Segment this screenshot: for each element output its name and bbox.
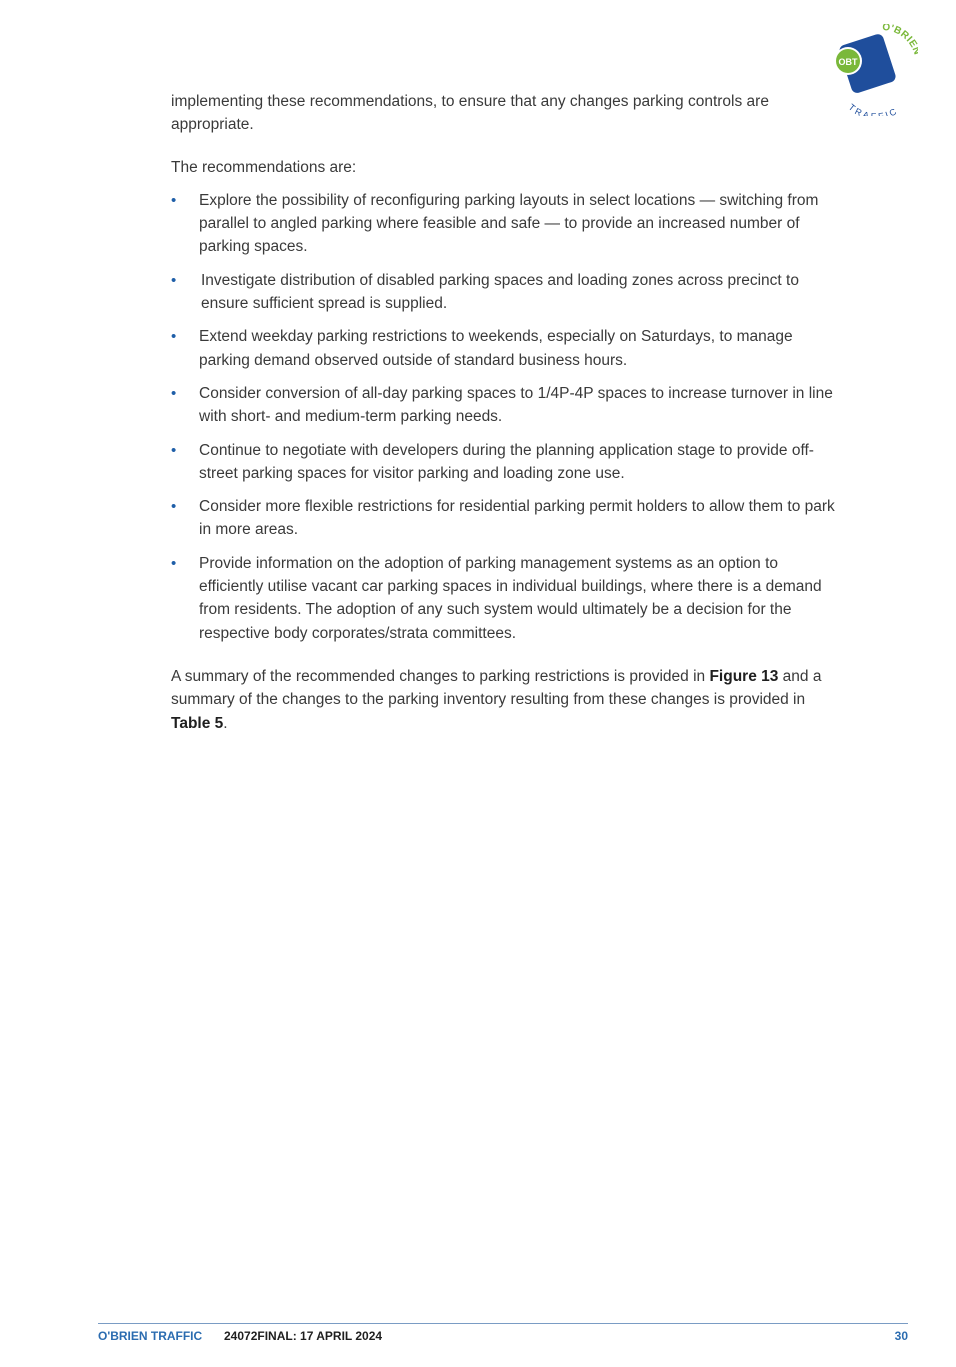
intro-paragraph: implementing these recommendations, to ensure that any changes parking controls are appropriate. bbox=[171, 93, 769, 134]
footer-document-ref: 24072FINAL: 17 APRIL 2024 bbox=[224, 1329, 383, 1343]
list-item: • Investigate distribution of disabled parking spaces and loading zones across precinct to ensure sufficient spread is supplied. bbox=[171, 269, 836, 316]
logo-word-bottom: TRA FIC bbox=[846, 101, 901, 116]
list-item: • Consider conversion of all-day parking spaces to 1/4P-4P spaces to increase turnover in line with short- and medium-term parking needs. bbox=[171, 382, 836, 429]
page-footer bbox=[98, 1329, 908, 1347]
bullet-icon: • bbox=[171, 271, 177, 289]
bullet-icon: • bbox=[171, 498, 177, 516]
logo-badge-text: OBT bbox=[838, 57, 858, 67]
list-item: • Continue to negotiate with developers during the planning application stage to provide off-street parking spaces for visitor parking and loading zone use. bbox=[171, 439, 836, 486]
document-body bbox=[171, 90, 836, 735]
bullet-icon: • bbox=[171, 441, 177, 459]
logo-word-top: O'BRIE bbox=[881, 24, 918, 51]
company-logo bbox=[826, 24, 918, 116]
figure-reference: Figure 13 bbox=[709, 667, 779, 685]
footer-divider bbox=[98, 1323, 908, 1324]
recommendations-lead: The recommendations are: bbox=[171, 158, 357, 176]
list-item: • Explore the possibility of reconfiguring parking layouts in select locations — switching from parallel to angled parking where feasible and safe — to provide an increased number of parking spaces. bbox=[171, 189, 836, 259]
list-item: • Provide information on the adoption of parking management systems as an option to efficiently utilise vacant car parking spaces in individual buildings, where there is a demand from residents. The adoption of any such system would ultimately be a decision for the respective body corporates/strata committees. bbox=[171, 552, 836, 645]
table-reference: Table 5 bbox=[171, 714, 224, 732]
bullet-icon: • bbox=[171, 191, 177, 209]
svg-text:TRAFFIC bbox=[847, 102, 901, 116]
bullet-icon: • bbox=[171, 384, 177, 402]
bullet-icon: • bbox=[171, 554, 177, 572]
list-item: • Consider more flexible restrictions for residential parking permit holders to allow them to park in more areas. bbox=[171, 495, 836, 542]
recommendations-list bbox=[171, 189, 836, 645]
list-item: • Extend weekday parking restrictions to weekends, especially on Saturdays, to manage parking demand observed outside of standard business hours. bbox=[171, 325, 836, 372]
summary-paragraph: A summary of the recommended changes to parking restrictions is provided in Figure 13 and a summary of the changes to the parking inventory resulting from these changes is provided in Table 5. bbox=[171, 667, 822, 732]
footer-brand: O'BRIEN TRAFFIC bbox=[98, 1329, 203, 1343]
bullet-icon: • bbox=[171, 328, 177, 346]
page-number: 30 bbox=[894, 1329, 908, 1343]
